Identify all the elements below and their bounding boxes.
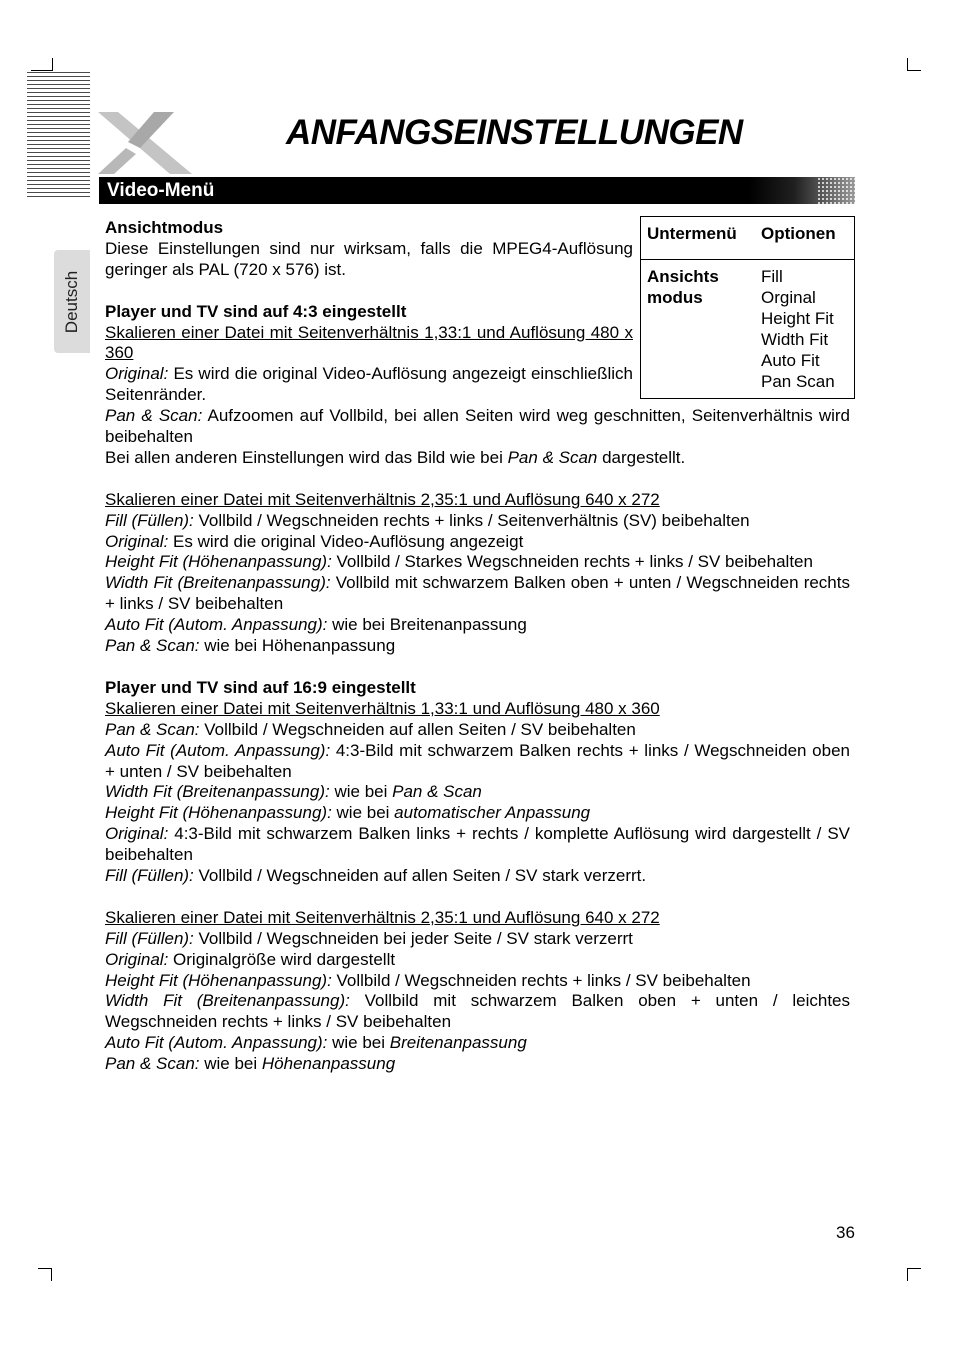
row-label-view-mode: Ansichts modus <box>647 267 719 307</box>
paragraph-fill: Fill (Füllen): Vollbild / Wegschneiden rechts + links / Seitenverhältnis (SV) beibehalten <box>105 510 750 530</box>
paragraph-height-fit: Height Fit (Höhenanpassung): wie bei automatischer Anpassung <box>105 803 591 823</box>
crop-mark-bottom-left <box>38 1268 52 1269</box>
column-header-submenu: Untermenü <box>647 224 737 243</box>
paragraph-other-settings: Bei allen anderen Einstellungen wird das Bild wie bei Pan & Scan dargestellt. <box>105 447 686 467</box>
scaling-subheading: Skalieren einer Datei mit Seitenverhältnis 2,35:1 und Auflösung 640 x 272 <box>105 489 660 509</box>
section-header-bar <box>99 177 855 204</box>
paragraph-pan-scan: Pan & Scan: wie bei Höhenanpassung <box>105 636 396 656</box>
option-item: Pan Scan <box>761 372 835 391</box>
subheading-view-mode: Ansichtmodus <box>105 218 224 237</box>
option-item: Auto Fit <box>761 351 820 370</box>
header-stripes <box>27 72 90 198</box>
page-number: 36 <box>836 1223 855 1242</box>
crop-mark-top-left <box>31 70 53 71</box>
paragraph-original: Original: 4:3-Bild mit schwarzem Balken links + rechts / komplette Auflösung wird dargestellt / SV beibehalten <box>105 824 850 865</box>
paragraph-auto-fit: Auto Fit (Autom. Anpassung): wie bei Breitenanpassung <box>105 615 527 635</box>
option-item: Height Fit <box>761 309 834 328</box>
paragraph-intro: Diese Einstellungen sind nur wirksam, falls die MPEG4-Auflösung geringer als PAL (720 x 576) ist. <box>105 238 633 279</box>
section-title: Video-Menü <box>107 180 215 201</box>
section-bar-dot-pattern <box>817 177 855 204</box>
paragraph-pan-scan: Pan & Scan: Vollbild / Wegschneiden auf allen Seiten / SV beibehalten <box>105 719 636 739</box>
scaling-subheading: Skalieren einer Datei mit Seitenverhältnis 1,33:1 und Auflösung 480 x 360 <box>105 322 633 363</box>
page-title: ANFANGSEINSTELLUNGEN <box>286 113 743 152</box>
body-content <box>105 218 850 1075</box>
brand-x-logo-icon <box>96 108 196 178</box>
crop-mark-top-left <box>52 58 53 71</box>
crop-mark-bottom-right <box>907 1268 921 1269</box>
paragraph-original: Original: Es wird die original Video-Auflösung angezeigt einschließlich Seitenränder. <box>105 364 633 405</box>
subheading-4-3: Player und TV sind auf 4:3 eingestellt <box>105 301 407 321</box>
language-side-tab <box>54 250 90 353</box>
column-header-options: Optionen <box>761 224 836 243</box>
crop-mark-bottom-right <box>907 1268 908 1281</box>
crop-mark-bottom-left <box>51 1268 52 1281</box>
paragraph-pan-scan: Pan & Scan: Aufzoomen auf Vollbild, bei allen Seiten wird weg geschnitten, Seitenverhältnis wird beibehalten <box>105 406 850 447</box>
paragraph-original: Original: Es wird die original Video-Auflösung angezeigt <box>105 531 524 551</box>
language-tab-label: Deutsch <box>62 270 81 334</box>
paragraph-fill: Fill (Füllen): Vollbild / Wegschneiden bei jeder Seite / SV stark verzerrt <box>105 928 633 948</box>
paragraph-width-fit: Width Fit (Breitenanpassung): Vollbild mit schwarzem Balken oben + unten / Wegschneiden rechts + links / SV beibehalten <box>105 573 850 614</box>
subheading-16-9: Player und TV sind auf 16:9 eingestellt <box>105 677 416 697</box>
paragraph-auto-fit: Auto Fit (Autom. Anpassung): wie bei Breitenanpassung <box>105 1033 527 1053</box>
option-item: Orginal <box>761 288 816 307</box>
option-item: Width Fit <box>761 330 829 349</box>
paragraph-fill: Fill (Füllen): Vollbild / Wegschneiden auf allen Seiten / SV stark verzerrt. <box>105 866 647 886</box>
paragraph-height-fit: Height Fit (Höhenanpassung): Vollbild / Starkes Wegschneiden rechts + links / SV beibehalten <box>105 552 813 572</box>
paragraph-auto-fit: Auto Fit (Autom. Anpassung): 4:3-Bild mit schwarzem Balken rechts + links / Wegschneiden oben + unten / SV beibehalten <box>105 740 850 781</box>
paragraph-pan-scan: Pan & Scan: wie bei Höhenanpassung <box>105 1054 396 1074</box>
scaling-subheading: Skalieren einer Datei mit Seitenverhältnis 1,33:1 und Auflösung 480 x 360 <box>105 698 660 718</box>
scaling-subheading: Skalieren einer Datei mit Seitenverhältnis 2,35:1 und Auflösung 640 x 272 <box>105 907 660 927</box>
paragraph-height-fit: Height Fit (Höhenanpassung): Vollbild / Wegschneiden rechts + links / SV beibehalten <box>105 970 751 990</box>
paragraph-width-fit: Width Fit (Breitenanpassung): wie bei Pan & Scan <box>105 782 482 802</box>
crop-mark-top-right <box>907 70 921 71</box>
option-item: Fill <box>761 267 783 286</box>
paragraph-original: Original: Originalgröße wird dargestellt <box>105 949 396 969</box>
paragraph-width-fit: Width Fit (Breitenanpassung): Vollbild mit schwarzem Balken oben + unten / leichtes Wegschneiden rechts + links / SV beibehalten <box>105 991 850 1032</box>
